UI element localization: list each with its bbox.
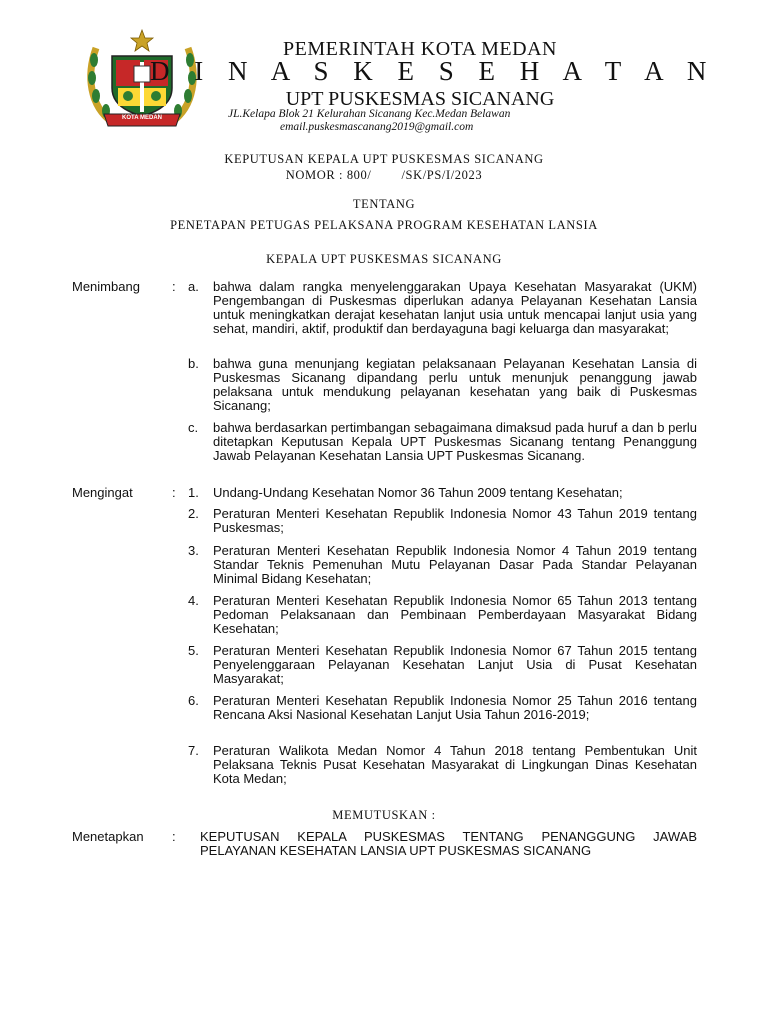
mengingat-item: Peraturan Menteri Kesehatan Republik Indonesia Nomor 65 Tahun 2013 tentang Pedoman Pelaksanaan dan Pembinaan Pemberdayaan Masyarakat Bidang Kesehatan;	[213, 593, 697, 636]
mengingat-item: Peraturan Menteri Kesehatan Republik Indonesia Nomor 4 Tahun 2019 tentang Standar Teknis Pemenuhan Mutu Pelayanan Dasar Pada Standar Pelayanan Minimal Bidang Kesehatan;	[213, 543, 697, 586]
mengingat-item: Peraturan Menteri Kesehatan Republik Indonesia Nomor 25 Tahun 2016 tentang Rencana Aksi Nasional Kesehatan Lanjut Usia Tahun 2016-2019;	[213, 693, 697, 722]
mengingat-marker: 2.	[188, 506, 199, 521]
mengingat-marker: 1.	[188, 485, 199, 500]
decree-number-suffix: /SK/PS/I/2023	[401, 168, 483, 182]
letterhead-address: JL.Kelapa Blok 21 Kelurahan Sicanang Kec.Medan Belawan	[228, 108, 511, 120]
letterhead-email: email.puskesmascanang2019@gmail.com	[280, 121, 474, 133]
head-heading: KEPALA UPT PUSKESMAS SICANANG	[266, 252, 502, 266]
mengingat-marker: 6.	[188, 693, 199, 708]
menimbang-colon: :	[172, 279, 176, 294]
menetapkan-colon: :	[172, 829, 176, 844]
mengingat-label: Mengingat	[72, 485, 133, 500]
menimbang-marker: b.	[188, 356, 199, 371]
letterhead-unit: UPT PUSKESMAS SICANANG	[285, 88, 555, 110]
about-heading: TENTANG	[352, 197, 416, 211]
mengingat-marker: 3.	[188, 543, 199, 558]
letterhead-government: PEMERINTAH KOTA MEDAN	[283, 38, 557, 60]
emblem-ribbon-text: KOTA MEDAN	[122, 115, 162, 121]
decree-subject: PENETAPAN PETUGAS PELAKSANA PROGRAM KESEHATAN LANSIA	[170, 218, 598, 232]
letterhead-office: D I N A S K E S E H A T A N	[150, 56, 716, 86]
mengingat-item: Undang-Undang Kesehatan Nomor 36 Tahun 2009 tentang Kesehatan;	[213, 485, 623, 500]
mengingat-item: Peraturan Menteri Kesehatan Republik Indonesia Nomor 67 Tahun 2015 tentang Penyelenggaraan Pelayanan Kesehatan Lanjut Usia di Pusat Kesehatan Masyarakat;	[213, 643, 697, 686]
menimbang-item: bahwa berdasarkan pertimbangan sebagaimana dimaksud pada huruf a dan b perlu ditetapkan Keputusan Kepala UPT Puskesmas Sicanang tentang Penanggung Jawab Pelayanan Kesehatan Lansia UPT Puskesmas Sicanang.	[213, 420, 697, 463]
menetapkan-label: Menetapkan	[72, 829, 144, 844]
menimbang-item: bahwa dalam rangka menyelenggarakan Upaya Kesehatan Masyarakat (UKM) Pengembangan di Puskesmas diperlukan adanya Pelayanan Kesehatan Lansia untuk meningkatkan derajat kesehatan lanjut usia untuk mencapai lanjut usia yang sehat, mandiri, aktif, produktif dan berdayaguna bagi keluarga dan masyarakat;	[213, 279, 697, 336]
menimbang-marker: c.	[188, 420, 199, 435]
mengingat-item: Peraturan Walikota Medan Nomor 4 Tahun 2018 tentang Pembentukan Unit Pelaksana Teknis Pusat Kesehatan Masyarakat di Lingkungan Dinas Kesehatan Kota Medan;	[213, 743, 697, 786]
menimbang-label: Menimbang	[72, 279, 140, 294]
menetapkan-text: KEPUTUSAN KEPALA PUSKESMAS TENTANG PENANGGUNG JAWAB PELAYANAN KESEHATAN LANSIA UPT PUSKESMAS SICANANG	[200, 829, 697, 858]
mengingat-item: Peraturan Menteri Kesehatan Republik Indonesia Nomor 43 Tahun 2019 tentang Puskesmas;	[213, 506, 697, 535]
decree-number-prefix: NOMOR : 800/	[285, 168, 372, 182]
menimbang-item: bahwa guna menunjang kegiatan pelaksanaan Pelayanan Kesehatan Lansia di Puskesmas Sicanang dipandang perlu untuk menunjuk penanggung jawab pelaksana untuk mendukung pelayanan kesehatan yang baik di Puskesmas Sicanang;	[213, 356, 697, 413]
mengingat-marker: 7.	[188, 743, 199, 758]
menimbang-marker: a.	[188, 279, 199, 294]
mengingat-marker: 4.	[188, 593, 199, 608]
memutuskan-heading: MEMUTUSKAN :	[332, 808, 436, 822]
decree-number	[0, 168, 768, 183]
decree-title: KEPUTUSAN KEPALA UPT PUSKESMAS SICANANG	[224, 152, 544, 166]
mengingat-marker: 5.	[188, 643, 199, 658]
mengingat-colon: :	[172, 485, 176, 500]
